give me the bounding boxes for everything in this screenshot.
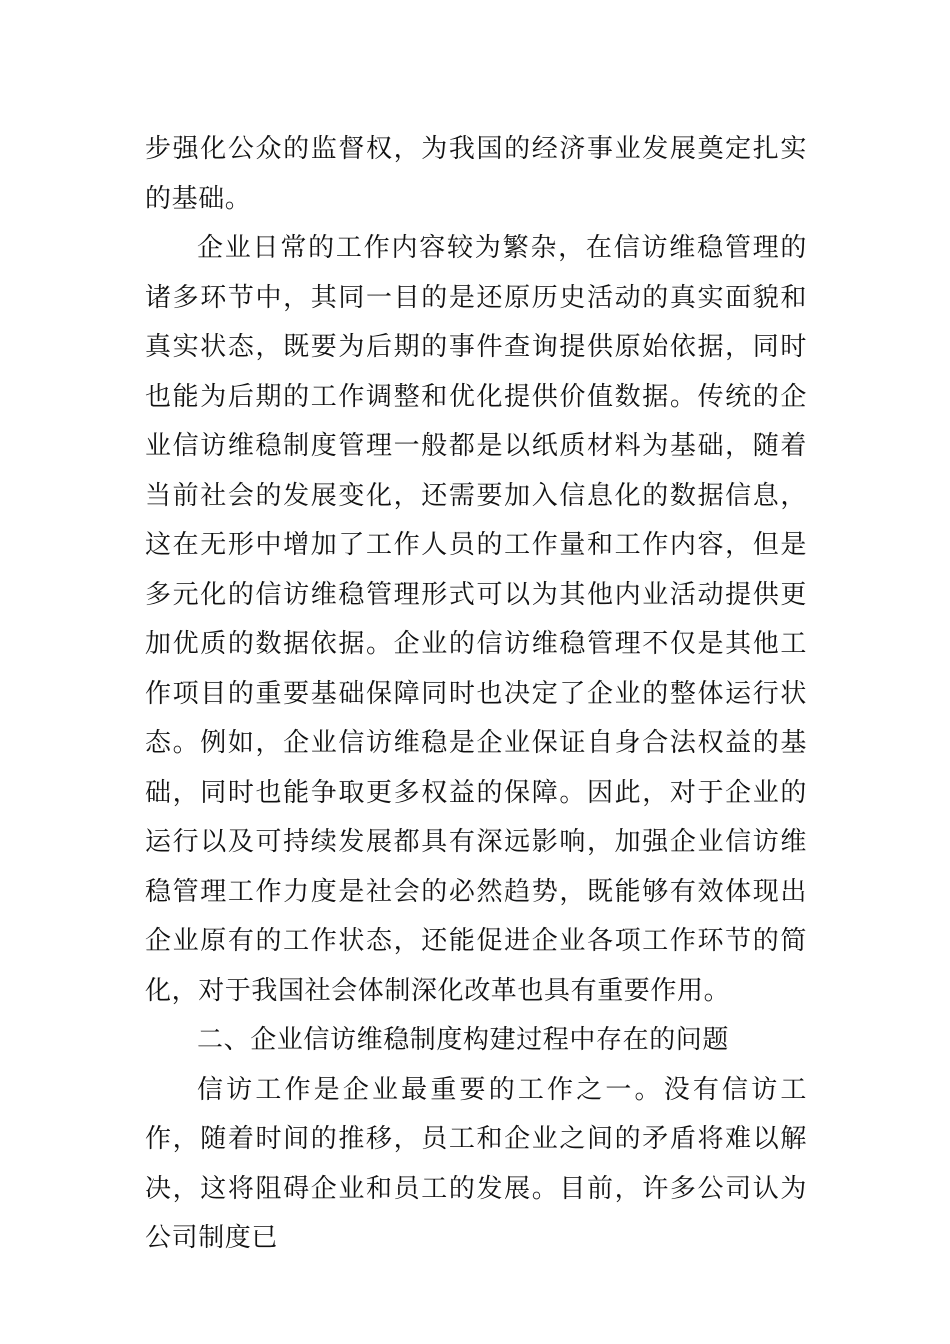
section-heading: 二、企业信访维稳制度构建过程中存在的问题 [197,1025,730,1055]
document-body [145,125,807,1264]
paragraph-continuation: 步强化公众的监督权，为我国的经济事业发展奠定扎实的基础。 [145,134,807,214]
paragraph-work-content: 企业日常的工作内容较为繁杂，在信访维稳管理的诸多环节中，其同一目的是还原历史活动的真实面貌和真实状态，既要为后期的事件查询提供原始依据，同时也能为后期的工作调整和优化提供价值数据。传统的企业信访维稳制度管理一般都是以纸质材料为基础，随着当前社会的发展变化，还需要加入信息化的数据信息，这在无形中增加了工作人员的工作量和工作内容，但是多元化的信访维稳管理形式可以为其他内业活动提供更加优质的数据依据。企业的信访维稳管理不仅是其他工作项目的重要基础保障同时也决定了企业的整体运行状态。例如，企业信访维稳是企业保证自身合法权益的基础，同时也能争取更多权益的保障。因此，对于企业的运行以及可持续发展都具有深远影响，加强企业信访维稳管理工作力度是社会的必然趋势，既能够有效体现出企业原有的工作状态，还能促进企业各项工作环节的简化，对于我国社会体制深化改革也具有重要作用。 [145,233,807,1006]
paragraph-petition-work: 信访工作是企业最重要的工作之一。没有信访工作，随着时间的推移，员工和企业之间的矛盾将难以解决，这将阻碍企业和员工的发展。目前，许多公司认为公司制度已 [145,1074,807,1253]
